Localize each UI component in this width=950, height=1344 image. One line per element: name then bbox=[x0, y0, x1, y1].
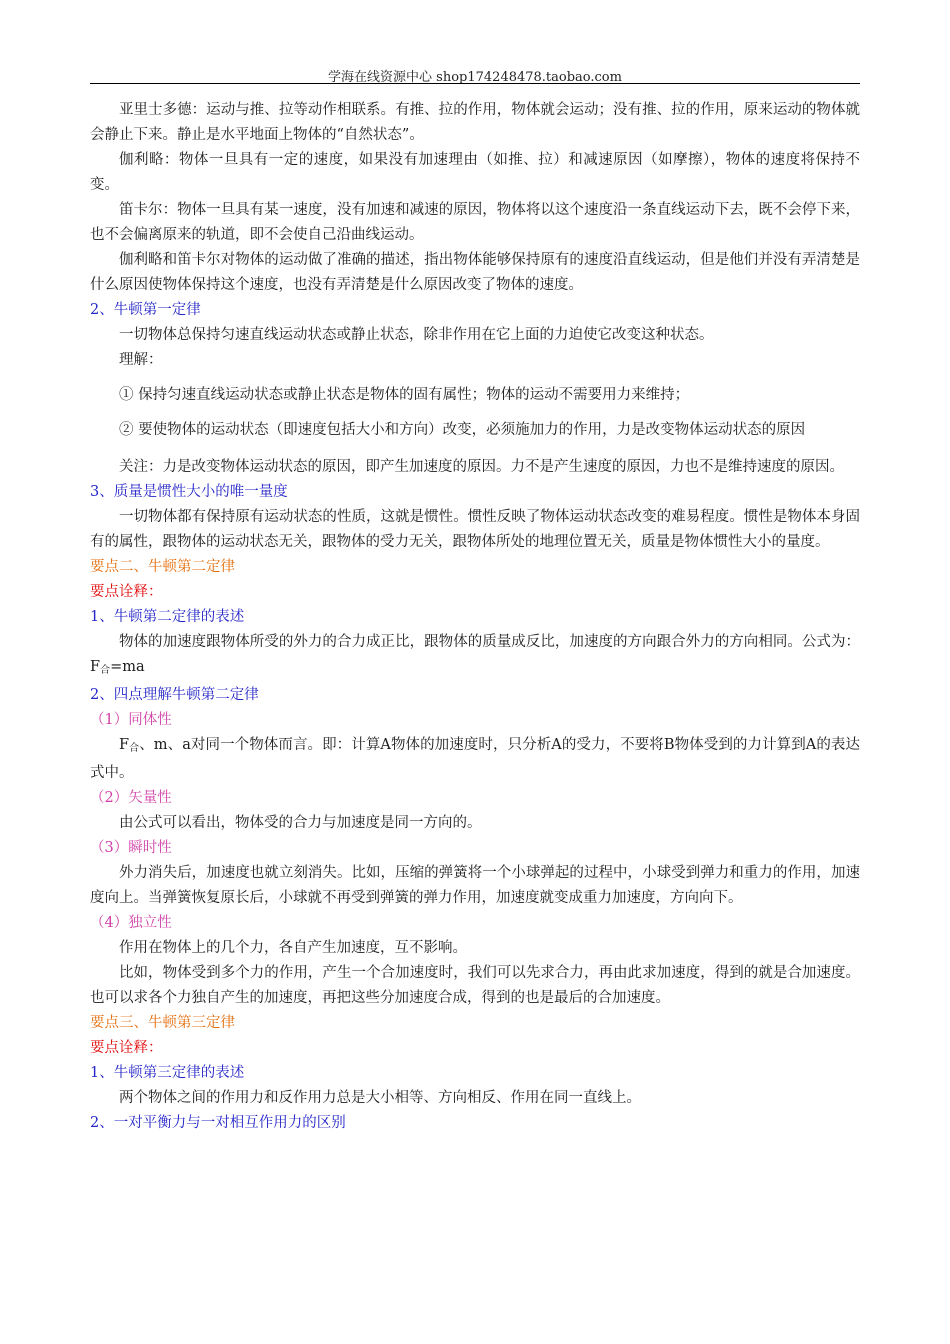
label-understand: 理解： bbox=[119, 352, 163, 368]
heading-four-points: 2、四点理解牛顿第二定律 bbox=[90, 687, 259, 703]
paragraph-vector: 由公式可以看出，物体受的合力与加速度是同一方向的。 bbox=[119, 815, 482, 831]
heading-balance-vs-interaction: 2、一对平衡力与一对相互作用力的区别 bbox=[90, 1115, 346, 1131]
formula-subscript: 合 bbox=[100, 665, 111, 676]
heading-point-two: 要点二、牛顿第二定律 bbox=[90, 559, 235, 575]
heading-point-three: 要点三、牛顿第三定律 bbox=[90, 1015, 235, 1031]
paragraph-second-law bbox=[90, 630, 860, 683]
label-point-two-explain: 要点诠释： bbox=[90, 584, 163, 600]
page-header: 学海在线资源中心 shop174248478.taobao.com bbox=[328, 70, 622, 85]
heading-first-law: 2、牛顿第一定律 bbox=[90, 302, 201, 318]
understand-item-1: ① 保持匀速直线运动状态或静止状态是物体的固有属性；物体的运动不需要用力来维持； bbox=[119, 387, 690, 403]
heading-second-law-statement: 1、牛顿第二定律的表述 bbox=[90, 609, 245, 625]
second-law-text: 物体的加速度跟物体所受的外力的合力成正比，跟物体的质量成反比，加速度的方向跟合外力的方向相同。公式为：F bbox=[90, 634, 860, 675]
formula-tail: =ma bbox=[110, 659, 145, 675]
paragraph-first-law: 一切物体总保持匀速直线运动状态或静止状态，除非作用在它上面的力迫使它改变这种状态。 bbox=[119, 327, 714, 343]
heading-mass-inertia: 3、质量是惯性大小的唯一量度 bbox=[90, 484, 288, 500]
paragraph-third-law: 两个物体之间的作用力和反作用力总是大小相等、方向相反、作用在同一直线上。 bbox=[119, 1090, 641, 1106]
same-body-prefix: F bbox=[119, 737, 130, 753]
paragraph-galileo: 伽利略：物体一旦具有一定的速度，如果没有加速理由（如推、拉）和减速原因（如摩擦），物体的速度将保持不变。 bbox=[90, 152, 860, 193]
label-point-three-explain: 要点诠释： bbox=[90, 1040, 163, 1056]
heading-vector: （2）矢量性 bbox=[90, 790, 172, 806]
document-body bbox=[90, 98, 860, 1136]
paragraph-aristotle: 亚里士多德：运动与推、拉等动作相联系。有推、拉的作用，物体就会运动；没有推、拉的作用，原来运动的物体就会静止下来。静止是水平地面上物体的“自然状态”。 bbox=[90, 102, 860, 143]
understand-item-2: ② 要使物体的运动状态（即速度包括大小和方向）改变，必须施加力的作用，力是改变物体运动状态的原因 bbox=[119, 422, 806, 438]
paragraph-independence-2: 比如，物体受到多个力的作用，产生一个合加速度时，我们可以先求合力，再由此求加速度，得到的就是合加速度。也可以求各个力独自产生的加速度，再把这些分加速度合成，得到的也是最后的合加速度。 bbox=[90, 965, 860, 1006]
heading-third-law-statement: 1、牛顿第三定律的表述 bbox=[90, 1065, 245, 1081]
paragraph-summary: 伽利略和笛卡尔对物体的运动做了准确的描述，指出物体能够保持原有的速度沿直线运动，但是他们并没有弄清楚是什么原因使物体保持这个速度，也没有弄清楚是什么原因改变了物体的速度。 bbox=[90, 252, 860, 293]
paragraph-same-body bbox=[90, 733, 860, 786]
heading-instantaneous: （3）瞬时性 bbox=[90, 840, 172, 856]
paragraph-note: 关注：力是改变物体运动状态的原因，即产生加速度的原因。力不是产生速度的原因，力也不是维持速度的原因。 bbox=[119, 459, 844, 475]
same-body-rest: 、m、a对同一个物体而言。即：计算A物体的加速度时，只分析A的受力，不要将B物体受到的力计算到A的表达式中。 bbox=[90, 737, 860, 781]
header-divider bbox=[90, 83, 860, 84]
paragraph-independence-1: 作用在物体上的几个力，各自产生加速度，互不影响。 bbox=[119, 940, 467, 956]
heading-independence: （4）独立性 bbox=[90, 915, 172, 931]
paragraph-instantaneous: 外力消失后，加速度也就立刻消失。比如，压缩的弹簧将一个小球弹起的过程中，小球受到弹力和重力的作用，加速度向上。当弹簧恢复原长后，小球就不再受到弹簧的弹力作用，加速度就变成重力加速度，方向向下。 bbox=[90, 865, 860, 906]
paragraph-descartes: 笛卡尔：物体一旦具有某一速度，没有加速和减速的原因，物体将以这个速度沿一条直线运动下去，既不会停下来，也不会偏离原来的轨道，即不会使自己沿曲线运动。 bbox=[90, 202, 860, 243]
heading-same-body: （1）同体性 bbox=[90, 712, 172, 728]
same-body-subscript: 合 bbox=[129, 743, 140, 754]
paragraph-mass-inertia: 一切物体都有保持原有运动状态的性质，这就是惯性。惯性反映了物体运动状态改变的难易程度。惯性是物体本身固有的属性，跟物体的运动状态无关，跟物体的受力无关，跟物体所处的地理位置无关，质量是物体惯性大小的量度。 bbox=[90, 509, 860, 550]
